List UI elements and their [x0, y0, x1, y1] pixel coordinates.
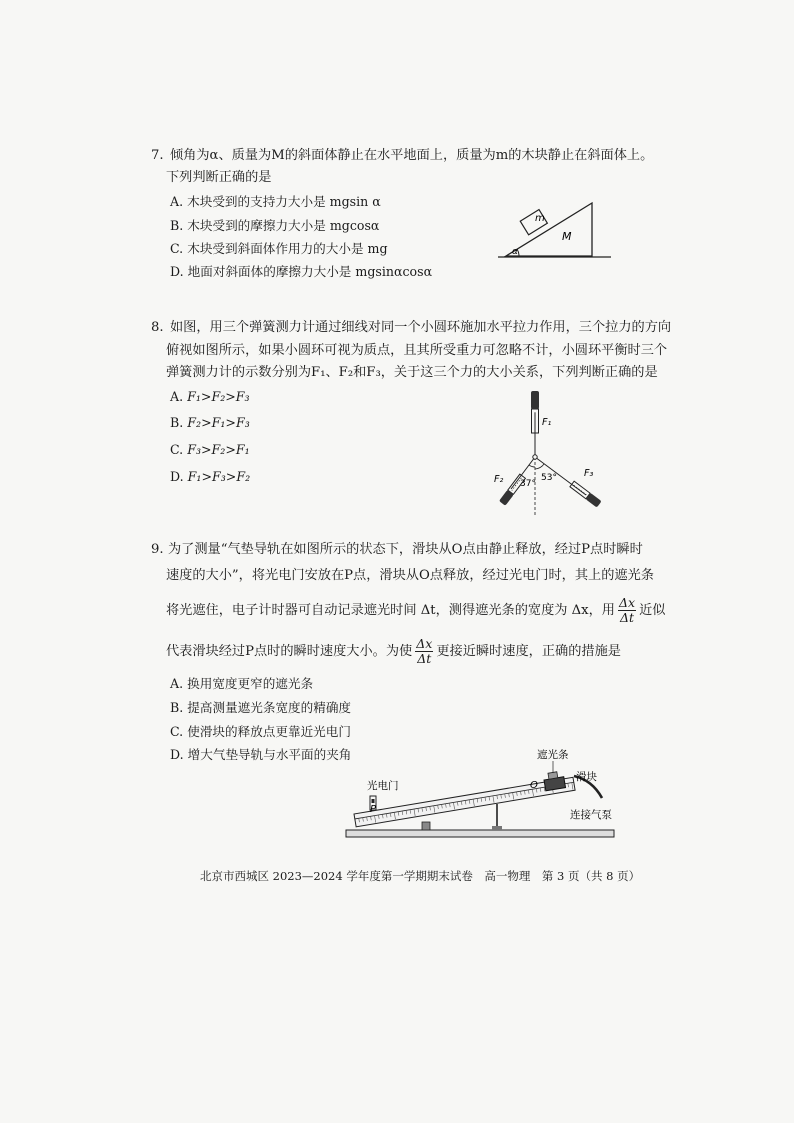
q9-option-a[interactable]: [170, 675, 313, 693]
option-text: F₁>F₂>F₃: [187, 389, 250, 404]
q8-number: 8.: [151, 320, 164, 335]
angle-alpha-label: α: [512, 247, 518, 257]
option-text: 使滑块的释放点更靠近光电门: [187, 724, 351, 739]
q9-stem-line2: 速度的大小”，将光电门安放在P点，滑块从O点释放，经过光电门时，其上的遮光条: [166, 568, 654, 583]
option-label: D.: [170, 747, 184, 762]
q7-option-a[interactable]: [170, 193, 381, 211]
q9-stem-line3: [166, 596, 665, 625]
f2-label: F₂: [494, 474, 504, 485]
option-text: 木块受到的摩擦力大小是 mgcosα: [187, 218, 380, 233]
q8-option-d[interactable]: [170, 468, 250, 486]
support-screw-base: [492, 826, 502, 830]
option-label: C.: [170, 442, 184, 457]
support-left: [422, 822, 430, 830]
shutter-label: 遮光条: [537, 749, 569, 761]
angle-53-label: 53°: [541, 473, 557, 483]
q9-option-d[interactable]: [170, 746, 351, 764]
option-label: B.: [170, 700, 184, 715]
f1-label: F₁: [542, 417, 552, 428]
q7-option-d[interactable]: [170, 263, 432, 281]
angle-37-label: 37°: [520, 479, 536, 489]
angle-arc-left: [529, 465, 535, 467]
base-plate: [346, 830, 614, 837]
incline-body: [506, 203, 592, 256]
q7-stem-line1: 倾角为α、质量为M的斜面体静止在水平地面上，质量为m的木块静止在斜面体上。: [170, 148, 654, 163]
option-label: A.: [170, 676, 184, 691]
q9-option-c[interactable]: [170, 723, 351, 741]
body-M-label: M: [562, 230, 572, 243]
q9-stem-line4-tail: 更接近瞬时速度，正确的措施是: [436, 644, 621, 659]
option-text: F₂>F₁>F₃: [187, 415, 250, 430]
option-text: 提高测量遮光条宽度的精确度: [187, 700, 351, 715]
q9-number: 9.: [151, 542, 164, 557]
option-label: A.: [170, 389, 184, 404]
air-pump-label: 连接气泵: [570, 809, 612, 821]
q8-stem-line2: 俯视如图所示，如果小圆环可视为质点，且其所受重力可忽略不计，小圆环平衡时三个: [166, 343, 668, 358]
option-label: A.: [170, 194, 184, 209]
photogate-label: 光电门: [367, 780, 399, 792]
q8-stem-line1: 如图，用三个弹簧测力计通过细线对同一个小圆环施加水平拉力作用，三个拉力的方向: [170, 320, 672, 335]
q7-option-b[interactable]: [170, 217, 379, 235]
option-label: D.: [170, 469, 184, 484]
f3-spring-scale: [570, 481, 602, 508]
option-text: F₁>F₃>F₂: [187, 469, 251, 484]
f3-label: F₃: [584, 468, 594, 479]
page-footer: 北京市西城区 2023—2024 学年度第一学期期末试卷 高一物理 第 3 页（共 8 页）: [200, 869, 641, 883]
q9-stem-line1: 为了测量“气垫导轨在如图所示的状态下，滑块从O点由静止释放，经过P点时瞬时: [168, 542, 643, 557]
option-text: F₃>F₂>F₁: [187, 442, 250, 457]
q8-option-c[interactable]: [170, 441, 250, 459]
q8-option-a[interactable]: [170, 388, 250, 406]
q9-fraction-2: $\frac{\Delta x}{\Delta t}$: [416, 636, 433, 666]
q7-stem-line2: 下列判断正确的是: [166, 170, 272, 185]
option-label: C.: [170, 724, 184, 739]
ring: [533, 455, 537, 459]
q8-force-figure: [480, 385, 620, 520]
option-text: 增大气垫导轨与水平面的夹角: [187, 747, 352, 762]
option-text: 换用宽度更窄的遮光条: [187, 676, 314, 691]
q8-stem-line3: 弹簧测力计的示数分别为F₁、F₂和F₃，关于这三个力的大小关系，下列判断正确的是: [166, 365, 658, 380]
option-text: 木块受到的支持力大小是 mgsin α: [187, 194, 381, 209]
q9-fraction-1: $\frac{\Delta x}{\Delta t}$: [618, 595, 636, 625]
slider-block: [543, 771, 566, 791]
slider-label: 滑块: [576, 771, 597, 783]
option-label: B.: [170, 218, 184, 233]
q7-option-c[interactable]: [170, 240, 388, 258]
q9-stem-line4: [166, 637, 621, 666]
point-o-label: O: [530, 780, 538, 791]
q9-stem-line4-text: 代表滑块经过P点时的瞬时速度大小。为使: [166, 644, 413, 659]
angle-arc-right: [535, 464, 544, 469]
q9-stem-line3-tail: 近似: [639, 603, 666, 618]
q9-option-b[interactable]: [170, 699, 351, 717]
block-m-label: m: [535, 213, 545, 224]
q8-option-b[interactable]: [170, 414, 250, 432]
option-label: D.: [170, 264, 184, 279]
q7-incline-figure: [488, 195, 613, 263]
option-label: B.: [170, 415, 184, 430]
option-label: C.: [170, 241, 184, 256]
f1-handle: [531, 391, 539, 409]
option-text: 地面对斜面体的摩擦力大小是 mgsinαcosα: [187, 264, 433, 279]
q7-number: 7.: [151, 148, 164, 163]
q9-stem-line3-text: 将光遮住，电子计时器可自动记录遮光时间 Δt，测得遮光条的宽度为 Δx，用: [166, 603, 615, 618]
q9-air-track-figure: [340, 742, 630, 842]
option-text: 木块受到斜面体作用力的大小是 mg: [187, 241, 388, 256]
point-p-label: P: [370, 804, 377, 815]
